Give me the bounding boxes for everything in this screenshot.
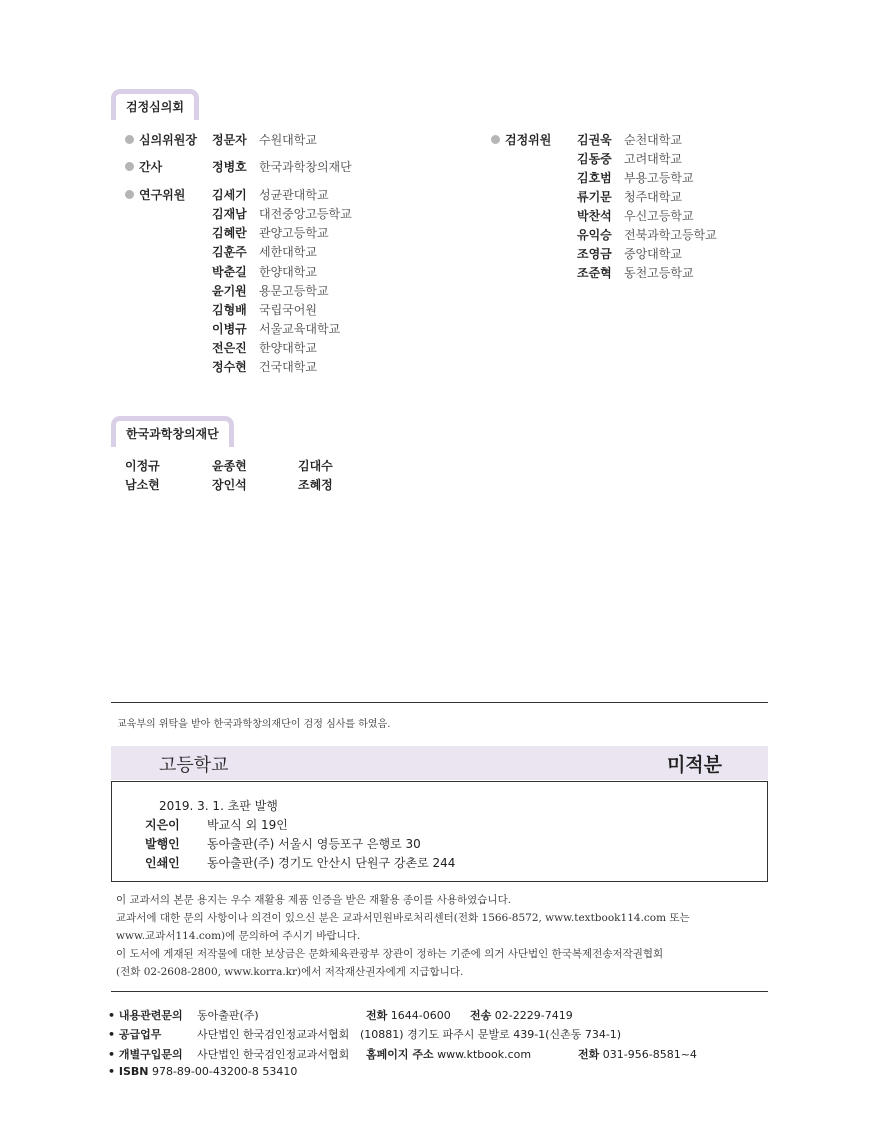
publication-label: 발행인 bbox=[145, 837, 180, 851]
purchase-value: 사단법인 한국검인정교과서협회 bbox=[197, 1048, 350, 1061]
member-affiliation: 대전중앙고등학교 bbox=[259, 207, 352, 221]
isbn: • ISBN 978-89-00-43200-8 53410 bbox=[108, 1065, 298, 1078]
staff-name: 장인석 bbox=[212, 478, 247, 492]
member-name: 김세기 bbox=[212, 188, 247, 202]
member-affiliation: 한양대학교 bbox=[259, 265, 317, 279]
staff-name: 김대수 bbox=[298, 459, 333, 473]
staff-name: 이정규 bbox=[125, 459, 160, 473]
school-level: 고등학교 bbox=[159, 755, 229, 776]
member-affiliation: 용문고등학교 bbox=[259, 284, 329, 298]
member-name: 유익승 bbox=[577, 228, 612, 242]
subject-title: 미적분 bbox=[666, 754, 722, 776]
title-band bbox=[111, 746, 768, 780]
member-affiliation: 청주대학교 bbox=[624, 190, 682, 204]
member-name: 윤기원 bbox=[212, 284, 247, 298]
publication-row bbox=[145, 835, 180, 852]
publication-label: 인쇄인 bbox=[145, 856, 180, 870]
member-name: 김형배 bbox=[212, 303, 247, 317]
supply-address: (10881) 경기도 파주시 문발로 439-1(신촌동 734-1) bbox=[360, 1028, 622, 1041]
member-affiliation: 성균관대학교 bbox=[259, 188, 329, 202]
commission-note: 교육부의 위탁을 받아 한국과학창의재단이 검정 심사를 하였음. bbox=[117, 719, 391, 730]
member-name: 김호범 bbox=[577, 171, 612, 185]
publication-date: 2019. 3. 1. 초판 발행 bbox=[159, 799, 278, 813]
member-affiliation: 한양대학교 bbox=[259, 341, 317, 355]
role-chair: 심의위원장 bbox=[125, 131, 197, 148]
notice-line: 이 도서에 게재된 저작물에 대한 보상금은 문화체육관광부 장관이 정하는 기준에 의거 사단법인 한국복제전송저작권협회 bbox=[116, 948, 664, 960]
member-affiliation: 중앙대학교 bbox=[624, 247, 682, 261]
publication-value: 동아출판(주) 서울시 영등포구 은행로 30 bbox=[207, 837, 421, 851]
role-researcher: 연구위원 bbox=[125, 186, 185, 203]
member-affiliation: 세한대학교 bbox=[259, 245, 317, 259]
divider-bottom bbox=[111, 991, 768, 992]
member-name: 류기문 bbox=[577, 190, 612, 204]
member-affiliation: 수원대학교 bbox=[259, 133, 317, 147]
member-affiliation: 순천대학교 bbox=[624, 133, 682, 147]
content-inquiry-value: 동아출판(주) bbox=[197, 1009, 259, 1022]
publication-label: 지은이 bbox=[145, 818, 180, 832]
publication-box bbox=[111, 781, 768, 882]
content-fax: 전송 02-2229-7419 bbox=[470, 1009, 573, 1022]
member-name: 김동중 bbox=[577, 152, 612, 166]
member-affiliation: 한국과학창의재단 bbox=[259, 160, 352, 174]
member-affiliation: 관양고등학교 bbox=[259, 226, 329, 240]
notice-line: (전화 02-2608-2800, www.korra.kr)에서 저작재산권자에게 지급합니다. bbox=[116, 966, 464, 978]
bullet-dot-icon bbox=[491, 135, 500, 144]
member-affiliation: 건국대학교 bbox=[259, 360, 317, 374]
member-name: 박춘길 bbox=[212, 265, 247, 279]
publication-row bbox=[145, 816, 180, 833]
staff-name: 남소현 bbox=[125, 478, 160, 492]
member-name: 정수현 bbox=[212, 360, 247, 374]
member-name: 정병호 bbox=[212, 160, 247, 174]
member-name: 김혜란 bbox=[212, 226, 247, 240]
divider-top bbox=[111, 702, 768, 703]
member-affiliation: 전북과학고등학교 bbox=[624, 228, 717, 242]
role-secretary: 간사 bbox=[125, 158, 162, 175]
committee-tab-label: 검정심의회 bbox=[126, 100, 184, 114]
staff-name: 윤종현 bbox=[212, 459, 247, 473]
publication-value: 동아출판(주) 경기도 안산시 단원구 강촌로 244 bbox=[207, 856, 456, 870]
foundation-tab bbox=[111, 416, 234, 447]
member-name: 조영금 bbox=[577, 247, 612, 261]
member-name: 박찬석 bbox=[577, 209, 612, 223]
purchase-phone: 전화 031-956-8581~4 bbox=[578, 1048, 697, 1061]
role-examiner: 검정위원 bbox=[491, 131, 551, 148]
content-phone: 전화 1644-0600 bbox=[366, 1009, 451, 1022]
member-name: 조준혁 bbox=[577, 266, 612, 280]
publication-value: 박교식 외 19인 bbox=[207, 818, 288, 832]
homepage: 홈페이지 주소 www.ktbook.com bbox=[366, 1048, 532, 1061]
bullet-dot-icon bbox=[125, 190, 134, 199]
notice-line: 이 교과서의 본문 용지는 우수 재활용 제품 인증을 받은 재활용 종이를 사용하였습니다. bbox=[116, 894, 512, 906]
member-affiliation: 우신고등학교 bbox=[624, 209, 694, 223]
member-affiliation: 부용고등학교 bbox=[624, 171, 694, 185]
member-affiliation: 서울교육대학교 bbox=[259, 322, 341, 336]
member-name: 김권욱 bbox=[577, 133, 612, 147]
member-affiliation: 고려대학교 bbox=[624, 152, 682, 166]
notice-line: 교과서에 대한 문의 사항이나 의견이 있으신 분은 교과서민원바로처리센터(전화 1566-8572, www.textbook114.com 또는 bbox=[116, 912, 690, 924]
notice-line: www.교과서114.com)에 문의하여 주시기 바랍니다. bbox=[116, 930, 361, 942]
member-name: 김훈주 bbox=[212, 245, 247, 259]
member-name: 정문자 bbox=[212, 133, 247, 147]
staff-name: 조혜정 bbox=[298, 478, 333, 492]
content-inquiry-label: • 내용관련문의 bbox=[108, 1009, 183, 1022]
foundation-tab-label: 한국과학창의재단 bbox=[126, 427, 219, 441]
member-name: 이병규 bbox=[212, 322, 247, 336]
purchase-label: • 개별구입문의 bbox=[108, 1048, 183, 1061]
bullet-dot-icon bbox=[125, 162, 134, 171]
member-affiliation: 동천고등학교 bbox=[624, 266, 694, 280]
committee-tab bbox=[111, 89, 199, 120]
supply-label: • 공급업무 bbox=[108, 1028, 162, 1041]
member-name: 김재남 bbox=[212, 207, 247, 221]
publication-row bbox=[145, 854, 180, 871]
supply-value: 사단법인 한국검인정교과서협회 bbox=[197, 1028, 350, 1041]
member-affiliation: 국립국어원 bbox=[259, 303, 317, 317]
member-name: 전은진 bbox=[212, 341, 247, 355]
bullet-dot-icon bbox=[125, 135, 134, 144]
